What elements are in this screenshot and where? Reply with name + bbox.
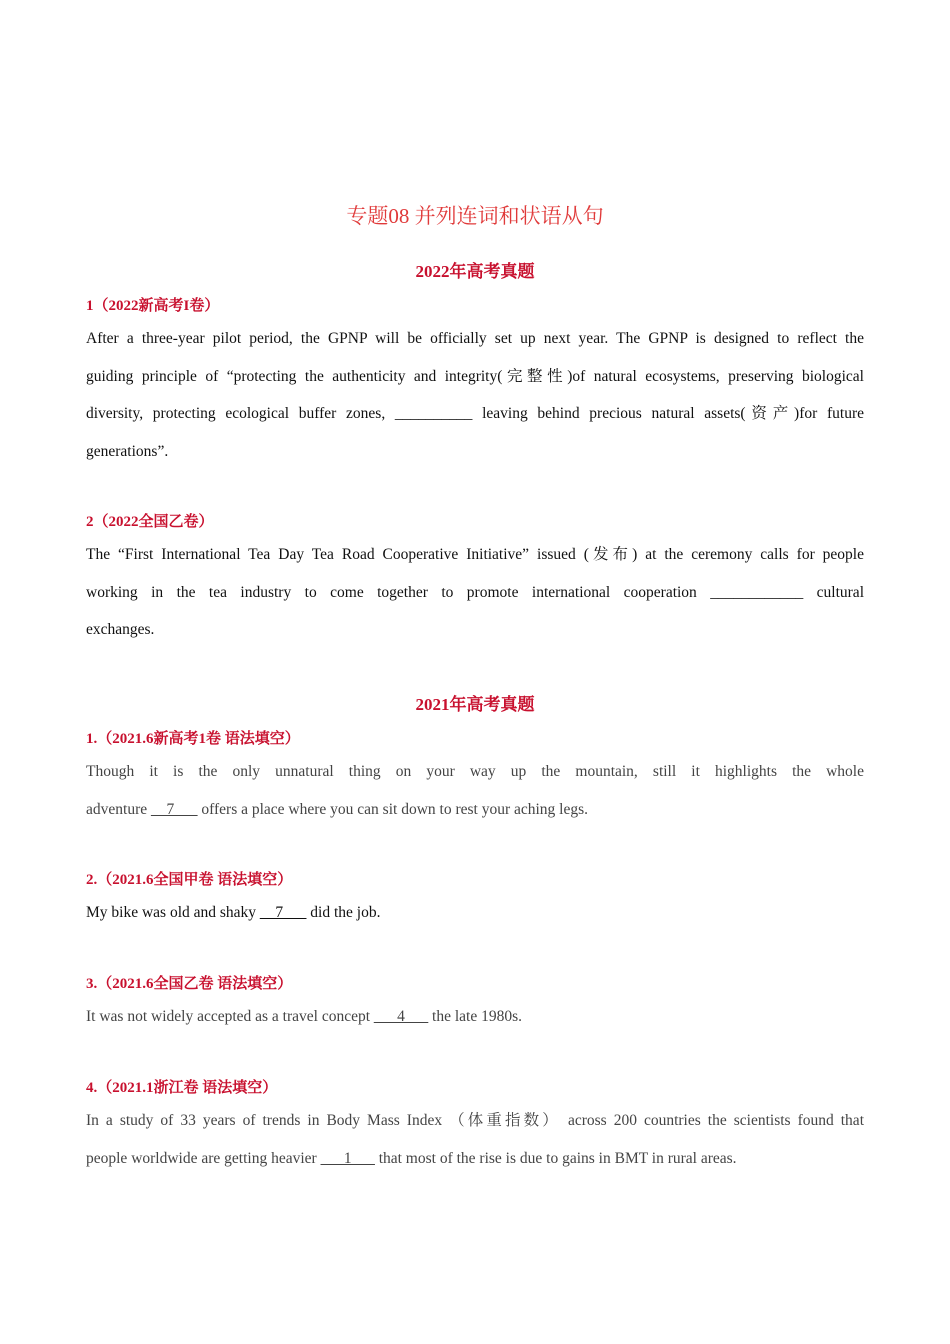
- question-heading: 1（2022新高考I卷）: [86, 298, 220, 314]
- question-text: [86, 536, 864, 649]
- question-text: [86, 1102, 864, 1177]
- text-segment: It was not widely accepted as a travel concept: [86, 1008, 374, 1025]
- question-text: [86, 894, 864, 932]
- text-line: [86, 998, 864, 1036]
- text-segment: did the job.: [306, 904, 381, 921]
- section-heading-2021: 2021年高考真题: [415, 695, 535, 714]
- text-line: The “First International Tea Day Tea Road Cooperative Initiative” issued (发布) at the ceremony calls for people: [86, 546, 864, 563]
- question-text: [86, 320, 864, 470]
- question-heading: 2（2022全国乙卷）: [86, 514, 214, 530]
- answer-blank: __7___: [150, 800, 198, 818]
- text-line: generations”.: [86, 442, 169, 460]
- question-heading: 3.（2021.6全国乙卷 语法填空）: [86, 976, 293, 992]
- question-text: [86, 998, 864, 1036]
- text-line: After a three-year pilot period, the GPNP will be officially set up next year. The GPNP is designed to reflect the: [86, 330, 864, 347]
- text-line: working in the tea industry to come together to promote international cooperation ____________ cultural: [86, 583, 864, 601]
- text-line: In a study of 33 years of trends in Body Mass Index （体重指数） across 200 countries the scientists found that: [86, 1112, 864, 1129]
- question-heading: 4.（2021.1浙江卷 语法填空）: [86, 1080, 278, 1096]
- text-segment: that most of the rise is due to gains in BMT in rural areas.: [374, 1149, 737, 1167]
- text-line: guiding principle of “protecting the authenticity and integrity(完整性)of natural ecosystems, preserving biological: [86, 367, 864, 385]
- section-heading-2022: 2022年高考真题: [415, 262, 535, 281]
- text-segment: adventure: [86, 800, 148, 818]
- question-text: [86, 753, 864, 828]
- text-line: exchanges.: [86, 621, 155, 638]
- question-heading: 1.（2021.6新高考1卷 语法填空）: [86, 731, 300, 747]
- text-segment: offers a place where you can sit down to rest your aching legs.: [197, 800, 589, 818]
- text-line: [86, 894, 864, 932]
- answer-blank: ___4___: [373, 1008, 429, 1025]
- answer-blank: ___1___: [320, 1149, 375, 1167]
- text-line: diversity, protecting ecological buffer zones, __________ leaving behind precious natural assets(资产)for future: [86, 405, 864, 422]
- answer-blank: __7___: [259, 904, 307, 921]
- text-line: Though it is the only unnatural thing on your way up the mountain, still it highlights the whole: [86, 763, 864, 780]
- text-segment: My bike was old and shaky: [86, 904, 260, 921]
- page-title: 专题08 并列连词和状语从句: [346, 204, 604, 228]
- question-heading: 2.（2021.6全国甲卷 语法填空）: [86, 872, 293, 888]
- text-segment: the late 1980s.: [428, 1008, 523, 1025]
- text-segment: people worldwide are getting heavier: [86, 1149, 321, 1167]
- text-line: [86, 791, 864, 829]
- text-line: [86, 1140, 864, 1178]
